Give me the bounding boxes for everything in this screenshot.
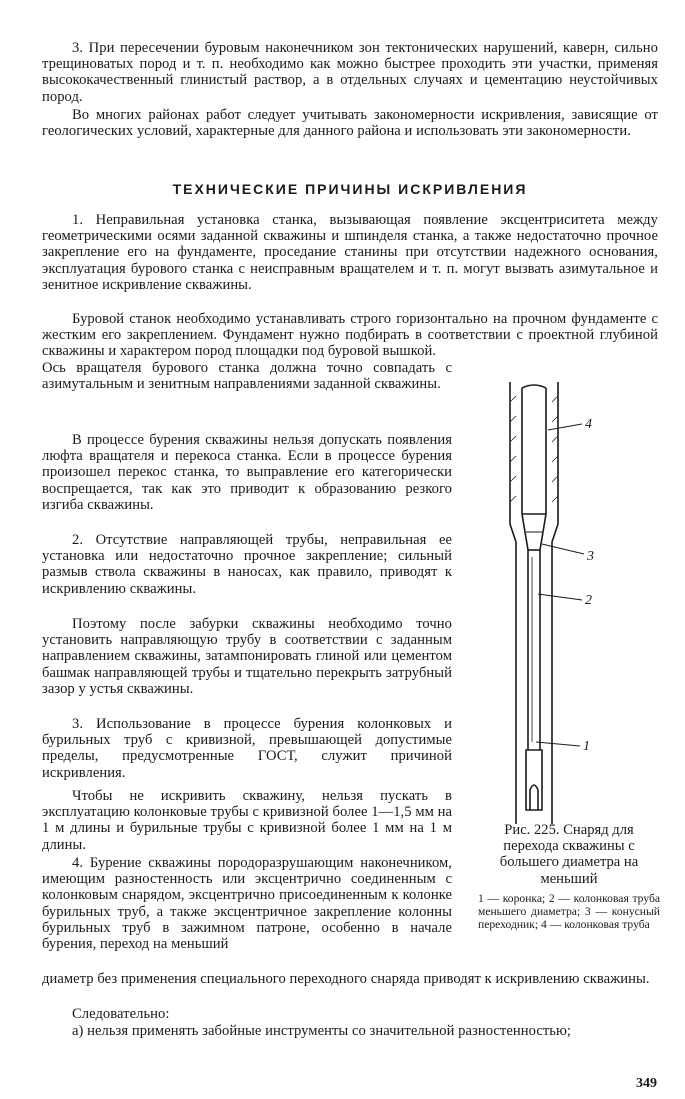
figure-caption: Рис. 225. Снаряд для перехода скважины с большего диаметра на меньший — [499, 822, 639, 887]
figure-drill-assembly — [472, 382, 660, 824]
paragraph-eccentric-bit-cont: диаметр без применения специального переходного снаряда приводят к искривлению скважины. — [42, 971, 650, 987]
figure-label-3: 3 — [587, 549, 594, 564]
paragraph-curved-pipes: 3. Использование в процессе бурения колонковых и бурильных труб с кривизной, превышающей допустимые пределы, предусмотренные ГОСТ, служит причиной искривления. — [42, 716, 452, 781]
section-heading: ТЕХНИЧЕСКИЕ ПРИЧИНЫ ИСКРИВЛЕНИЯ — [172, 181, 528, 197]
paragraph-consequently: Следовательно: — [72, 1006, 170, 1022]
paragraph-play-skew: В процессе бурения скважины нельзя допускать появления люфта вращателя и перекоса станка. Если в процессе бурения произошел перекос станка, то выправление его категорически воспрещается, так как это приводит к образованию резкого изгиба скважины. — [42, 432, 452, 513]
paragraph-tectonic-zones: 3. При пересечении буровым наконечником зон тектонических нарушений, каверн, сильно трещиноватых пород и т. п. необходимо как можно быстрее проходить эти участки, применяя высококачественный глинистый раствор, а в отдельных случаях и цементацию неустойчивых пород. — [42, 40, 658, 105]
paragraph-rotator-axis: Ось вращателя бурового станка должна точно совпадать с азимутальным и зенитным направлениями заданной скважины. — [42, 360, 452, 393]
figure-label-1: 1 — [583, 739, 590, 754]
page-number: 349 — [636, 1076, 657, 1091]
figure-legend: 1 — коронка; 2 — колонковая труба меньшего диаметра; 3 — конусный переходник; 4 — колонковая труба — [478, 892, 660, 932]
paragraph-eccentric-bit: 4. Бурение скважины породоразрушающим наконечником, имеющим разностенность или эксцентрично соединенным с колонковым снарядом, эксцентрично присоединенным к колонке бурильных труб, а также эксцентричное закрепление колонны бурильных труб в зажимном патроне, особенно в начале бурения, переход на меньший — [42, 855, 452, 953]
paragraph-list-item-a: а) нельзя применять забойные инструменты со значительной разностенностью; — [72, 1023, 572, 1039]
paragraph-guide-pipe: 2. Отсутствие направляющей трубы, неправильная ее установка или недостаточно прочное закрепление; сильный размыв ствола скважины в наносах, как правило, приводят к искривлению скважины. — [42, 532, 452, 597]
paragraph-regional-patterns: Во многих районах работ следует учитывать закономерности искривления, зависящие от геологических условий, характерные для данного района и использовать эти закономерности. — [42, 107, 658, 140]
paragraph-foundation: Буровой станок необходимо устанавливать строго горизонтально на прочном фундаменте с жестким его закреплением. Фундамент нужно подбирать в соответствии с проектной глубиной скважины и характером пород площадки под буровой вышкой. — [42, 311, 658, 360]
paragraph-guide-pipe-install: Поэтому после забурки скважины необходимо точно установить направляющую трубу в соответствии с заданным направлением скважины, затампонировать глиной или цементом башмак направляющей трубы и тщательно перекрыть затрубный зазор у устья скважины. — [42, 616, 452, 697]
paragraph-machine-installation: 1. Неправильная установка станка, вызывающая появление эксцентриситета между геометрическими осями заданной скважины и шпинделя станка, а также недостаточно прочное закрепление его на фундаменте, проседание станины при отсутствии надежного основания, эксплуатация бурового станка с неисправным вращателем и т. п. могут вызвать азимутальное и зенитное искривление скважины. — [42, 212, 658, 293]
figure-label-2: 2 — [585, 593, 592, 608]
paragraph-curvature-limits: Чтобы не искривить скважину, нельзя пускать в эксплуатацию колонковые трубы с кривизной более 1—1,5 мм на 1 м длины и бурильные трубы с кривизной более 1 мм на 1 м длины. — [42, 788, 452, 853]
drill-assembly-drawing — [472, 382, 660, 824]
figure-label-4: 4 — [585, 417, 592, 432]
